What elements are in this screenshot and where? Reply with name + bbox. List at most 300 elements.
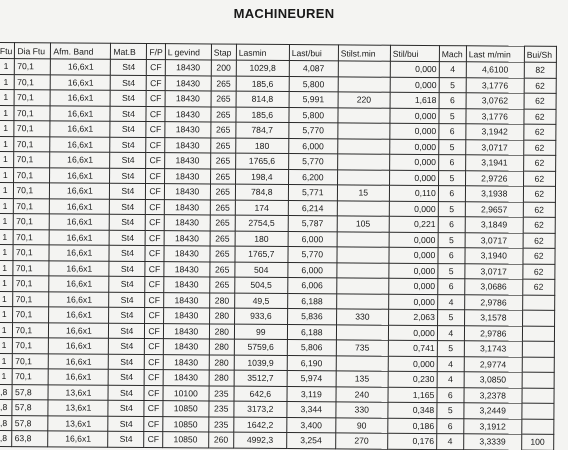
cell-c3: St4 [110,137,146,153]
cell-c13: 62 [523,186,555,202]
cell-c10: 0,000 [389,154,438,170]
cell-c12: 2,9657 [465,201,523,217]
cell-c7: 180 [235,231,288,247]
cell-c8: 5,771 [288,185,337,201]
cell-c12: 3,1776 [466,108,524,124]
cell-c4: CF [146,199,164,215]
cell-c5: 18430 [165,75,211,91]
cell-c8: 6,190 [287,355,336,371]
cell-c10: 0,221 [389,216,438,232]
cell-c13 [522,310,554,326]
cell-c11: 4 [439,62,466,78]
cell-c10: 0,348 [388,402,437,418]
cell-c8: 6,200 [288,169,337,185]
cell-c0: 1 [0,90,15,106]
cell-c13 [522,403,554,419]
cell-c4: CF [145,277,163,293]
cell-c2: 16,6x1 [50,229,110,245]
cell-c13: 62 [523,248,555,264]
cell-c11: 6 [438,279,465,295]
cell-c13 [522,419,554,435]
cell-c11: 5 [437,310,464,326]
column-header-c6: Stap [211,44,236,60]
cell-c12: 4,6100 [466,62,524,78]
cell-c9: 220 [338,92,390,108]
cell-c13: 62 [523,155,555,171]
cell-c1: 70,1 [15,59,51,75]
cell-c4: CF [146,106,164,122]
cell-c7: 185,6 [236,76,289,92]
cell-c13: 62 [523,264,555,280]
cell-c1: 57,8 [12,415,48,431]
cell-c12: 3,1776 [466,77,524,93]
cell-c0: ,8 [0,415,12,431]
cell-c3: St4 [108,416,144,432]
cell-c4: CF [145,323,163,339]
cell-c3: St4 [111,75,147,91]
cell-c2: 16,6x1 [51,59,111,75]
cell-c6: 265 [211,91,236,107]
cell-c1: 70,1 [14,105,50,121]
cell-c1: 70,1 [13,369,49,385]
cell-c0: 1 [0,152,14,168]
cell-c1: 70,1 [13,245,49,261]
cell-c5: 18430 [164,199,210,215]
machine-hours-table-wrap [0,42,557,450]
cell-c3: St4 [110,168,146,184]
cell-c1: 70,1 [14,229,50,245]
cell-c9 [336,293,388,309]
cell-c6: 265 [211,122,236,138]
cell-c8: 5,836 [287,309,336,325]
cell-c3: St4 [109,276,145,292]
cell-c4: CF [145,246,163,262]
cell-c0: 1 [0,198,14,214]
cell-c13 [522,295,554,311]
cell-c7: 49,5 [234,293,287,309]
cell-c9 [338,138,390,154]
cell-c3: St4 [109,261,145,277]
cell-c3: St4 [109,369,145,385]
cell-c5: 18430 [163,370,209,386]
cell-c2: 16,6x1 [49,353,109,369]
cell-c8: 5,800 [289,76,338,92]
cell-c11: 5 [438,232,465,248]
column-header-c7: Lasmin [236,44,289,60]
cell-c12: 3,0717 [466,139,524,155]
cell-c7: 2754,5 [235,215,288,231]
cell-c7: 3173,2 [234,401,287,417]
cell-c4: CF [146,184,164,200]
column-header-c2: Afm. Band [51,43,111,59]
cell-c8: 3,400 [287,417,336,433]
cell-c9: 330 [336,402,388,418]
cell-c11: 5 [438,201,465,217]
cell-c11: 6 [438,248,465,264]
cell-c3: St4 [109,245,145,261]
cell-c5: 18430 [164,277,210,293]
cell-c6: 265 [210,168,235,184]
cell-c1: 70,1 [14,183,50,199]
cell-c1: 70,1 [13,322,49,338]
cell-c9: 90 [336,417,388,433]
cell-c7: 504 [235,262,288,278]
column-header-c10: Stil/bui [390,45,439,61]
cell-c12: 3,0850 [464,372,522,388]
cell-c11: 4 [437,325,464,341]
cell-c0: 1 [0,213,14,229]
cell-c10: 0,230 [388,371,437,387]
machine-hours-table [0,42,557,450]
cell-c3: St4 [109,307,145,323]
cell-c2: 16,6x1 [50,90,110,106]
cell-c8: 5,800 [289,107,338,123]
cell-c0: 1 [0,229,14,245]
cell-c12: 3,1941 [465,155,523,171]
cell-c5: 18430 [164,168,210,184]
cell-c6: 280 [209,308,234,324]
cell-c6: 280 [209,339,234,355]
column-header-c11: Mach [439,46,466,62]
cell-c11: 6 [438,217,465,233]
cell-c5: 18430 [163,323,209,339]
cell-c0: 1 [0,121,14,137]
column-header-c13: Bui/Sh [524,46,556,62]
cell-c2: 16,6x1 [50,152,110,168]
cell-c8: 6,006 [288,278,337,294]
cell-c13: 62 [524,140,556,156]
cell-c10: 0,000 [390,61,439,77]
cell-c2: 13,6x1 [48,400,108,416]
cell-c10: 0,000 [390,123,439,139]
column-header-c0: Ftu [0,43,15,59]
cell-c3: St4 [110,106,146,122]
cell-c13: 62 [523,217,555,233]
cell-c11: 5 [438,263,465,279]
cell-c1: 70,1 [14,90,50,106]
cell-c12: 2,9786 [464,294,522,310]
cell-c8: 5,787 [288,216,337,232]
cell-c10: 1,618 [390,92,439,108]
cell-c9: 105 [337,216,389,232]
cell-c12: 3,1849 [465,217,523,233]
cell-c5: 10850 [162,432,208,448]
cell-c10: 2,063 [388,309,437,325]
cell-c4: CF [146,122,164,138]
cell-c13 [522,357,554,373]
cell-c11: 4 [437,294,464,310]
cell-c12: 3,1743 [464,341,522,357]
cell-c6: 265 [210,261,235,277]
cell-c8: 3,254 [286,433,335,449]
cell-c7: 99 [234,324,287,340]
cell-c5: 18430 [163,339,209,355]
cell-c2: 16,6x1 [49,276,109,292]
cell-c9 [337,247,389,263]
cell-c12: 3,1578 [464,310,522,326]
cell-c8: 3,344 [287,402,336,418]
cell-c2: 16,6x1 [49,291,109,307]
cell-c12: 3,0686 [465,279,523,295]
cell-c6: 265 [210,153,235,169]
cell-c13: 62 [523,233,555,249]
cell-c5: 18430 [164,153,210,169]
cell-c7: 1039,9 [234,355,287,371]
cell-c2: 16,6x1 [50,214,110,230]
cell-c12: 2,9786 [464,325,522,341]
cell-c9 [336,324,388,340]
cell-c12: 3,1940 [465,248,523,264]
cell-c0: 1 [0,167,14,183]
table-row [0,430,554,449]
cell-c8: 5,974 [287,371,336,387]
cell-c12: 3,0717 [465,263,523,279]
cell-c8: 6,188 [287,324,336,340]
cell-c6: 265 [210,277,235,293]
cell-c0: 1 [0,306,13,322]
cell-c9 [337,231,389,247]
cell-c7: 4992,3 [233,432,286,448]
cell-c11: 5 [437,341,464,357]
cell-c6: 265 [210,215,235,231]
cell-c5: 10100 [163,385,209,401]
cell-c6: 200 [211,60,236,76]
cell-c6: 235 [209,385,234,401]
cell-c11: 4 [436,434,463,450]
cell-c10: 0,000 [389,263,438,279]
cell-c3: St4 [108,431,144,447]
column-header-c9: Stilst.min [338,45,390,61]
cell-c3: St4 [111,59,147,75]
cell-c2: 16,6x1 [49,322,109,338]
cell-c3: St4 [108,385,144,401]
cell-c9: 135 [336,371,388,387]
cell-c10: 0,000 [388,294,437,310]
cell-c9 [338,107,390,123]
cell-c13 [522,388,554,404]
cell-c1: 70,1 [15,74,51,90]
cell-c4: CF [146,137,164,153]
cell-c6: 265 [211,137,236,153]
cell-c4: CF [144,385,162,401]
cell-c4: CF [145,370,163,386]
table-body [0,59,556,450]
cell-c1: 70,1 [13,291,49,307]
cell-c13 [522,326,554,342]
cell-c10: 0,000 [389,170,438,186]
cell-c10: 0,000 [388,325,437,341]
cell-c3: St4 [110,90,146,106]
cell-c5: 18430 [164,261,210,277]
cell-c11: 4 [437,372,464,388]
cell-c1: 70,1 [13,338,49,354]
cell-c12: 3,0762 [466,93,524,109]
cell-c10: 0,000 [390,108,439,124]
cell-c0: 1 [0,244,14,260]
cell-c1: 70,1 [13,260,49,276]
cell-c11: 4 [437,356,464,372]
cell-c5: 10850 [163,401,209,417]
cell-c9 [337,200,389,216]
cell-c7: 180 [236,138,289,154]
cell-c0: 1 [0,183,14,199]
cell-c3: St4 [110,230,146,246]
cell-c2: 16,6x1 [49,260,109,276]
cell-c9 [338,61,390,77]
cell-c4: CF [145,292,163,308]
cell-c7: 504,5 [235,277,288,293]
cell-c8: 5,991 [289,92,338,108]
cell-c5: 18430 [165,91,211,107]
cell-c4: CF [145,261,163,277]
column-header-c12: Last m/min [466,46,524,62]
column-header-c3: Mat.B [111,43,147,59]
cell-c0: 1 [0,337,13,353]
cell-c9: 330 [336,309,388,325]
cell-c8: 5,770 [289,123,338,139]
cell-c5: 10850 [163,416,209,432]
cell-c2: 16,6x1 [50,198,110,214]
cell-c11: 5 [439,77,466,93]
cell-c1: 63,8 [12,431,48,447]
cell-c2: 16,6x1 [49,369,109,385]
cell-c5: 18430 [165,122,211,138]
cell-c8: 3,119 [287,386,336,402]
cell-c13 [522,372,554,388]
cell-c1: 70,1 [14,136,50,152]
cell-c13: 62 [524,78,556,94]
cell-c8: 5,770 [288,154,337,170]
cell-c8: 6,000 [288,262,337,278]
cell-c11: 6 [438,186,465,202]
cell-c11: 6 [437,387,464,403]
cell-c4: CF [146,168,164,184]
cell-c12: 3,0717 [465,232,523,248]
cell-c0: 1 [0,105,14,121]
cell-c3: St4 [110,214,146,230]
cell-c7: 185,6 [236,107,289,123]
cell-c11: 5 [437,403,464,419]
cell-c13: 62 [523,171,555,187]
cell-c4: CF [147,75,165,91]
cell-c6: 280 [209,292,234,308]
cell-c3: St4 [109,323,145,339]
cell-c13: 62 [524,93,556,109]
cell-c3: St4 [110,121,146,137]
cell-c0: 1 [0,322,13,338]
cell-c5: 18430 [165,137,211,153]
cell-c4: CF [145,308,163,324]
cell-c9 [336,355,388,371]
cell-c1: 70,1 [14,167,50,183]
cell-c1: 70,1 [13,276,49,292]
cell-c0: ,8 [0,399,12,415]
cell-c4: CF [145,354,163,370]
cell-c6: 280 [209,323,234,339]
cell-c0: 1 [0,353,13,369]
cell-c5: 18430 [165,60,211,76]
cell-c0: ,8 [0,384,13,400]
cell-c0: 1 [0,136,14,152]
cell-c7: 5759,6 [234,339,287,355]
cell-c3: St4 [110,199,146,215]
cell-c0: 1 [0,74,15,90]
cell-c0: 1 [0,368,13,384]
cell-c6: 265 [210,246,235,262]
cell-c3: St4 [110,152,146,168]
cell-c4: CF [144,401,162,417]
cell-c5: 18430 [164,230,210,246]
cell-c12: 3,3339 [463,434,521,450]
cell-c8: 6,000 [288,231,337,247]
cell-c11: 5 [439,139,466,155]
cell-c8: 6,188 [287,293,336,309]
cell-c3: St4 [109,338,145,354]
cell-c12: 3,2449 [464,403,522,419]
cell-c6: 235 [209,416,234,432]
cell-c7: 198,4 [235,169,288,185]
cell-c1: 70,1 [13,307,49,323]
cell-c11: 6 [439,93,466,109]
cell-c0: ,8 [0,430,12,446]
cell-c7: 1642,2 [234,417,287,433]
cell-c3: St4 [109,354,145,370]
cell-c11: 5 [439,108,466,124]
cell-c3: St4 [110,183,146,199]
cell-c4: CF [147,60,165,76]
page-title: MACHINEUREN [233,6,335,21]
cell-c10: 0,741 [388,340,437,356]
cell-c10: 0,000 [389,247,438,263]
cell-c0: 1 [0,275,13,291]
cell-c5: 18430 [164,246,210,262]
cell-c1: 70,1 [13,353,49,369]
cell-c10: 0,176 [387,433,436,449]
cell-c0: 1 [0,59,15,75]
cell-c8: 4,087 [289,61,338,77]
cell-c6: 265 [210,230,235,246]
cell-c12: 2,9774 [464,356,522,372]
cell-c4: CF [144,416,162,432]
cell-c4: CF [146,215,164,231]
cell-c8: 5,770 [288,247,337,263]
cell-c2: 16,6x1 [49,307,109,323]
cell-c2: 16,6x1 [49,338,109,354]
cell-c6: 265 [211,75,236,91]
cell-c6: 235 [209,401,234,417]
cell-c4: CF [146,91,164,107]
cell-c2: 13,6x1 [48,415,108,431]
cell-c3: St4 [109,292,145,308]
cell-c2: 16,6x1 [50,183,110,199]
cell-c0: 1 [0,260,13,276]
cell-c4: CF [144,432,162,448]
cell-c6: 280 [209,354,234,370]
cell-c9: 270 [335,433,387,449]
cell-c9: 735 [336,340,388,356]
cell-c2: 16,6x1 [50,121,110,137]
cell-c7: 814,8 [236,91,289,107]
column-header-c8: Last/bui [289,45,338,61]
cell-c11: 6 [437,418,464,434]
cell-c5: 18430 [164,215,210,231]
cell-c10: 0,000 [389,232,438,248]
cell-c5: 18430 [163,292,209,308]
cell-c1: 70,1 [14,214,50,230]
cell-c1: 70,1 [14,121,50,137]
cell-c3: St4 [108,400,144,416]
cell-c13: 100 [521,434,553,450]
